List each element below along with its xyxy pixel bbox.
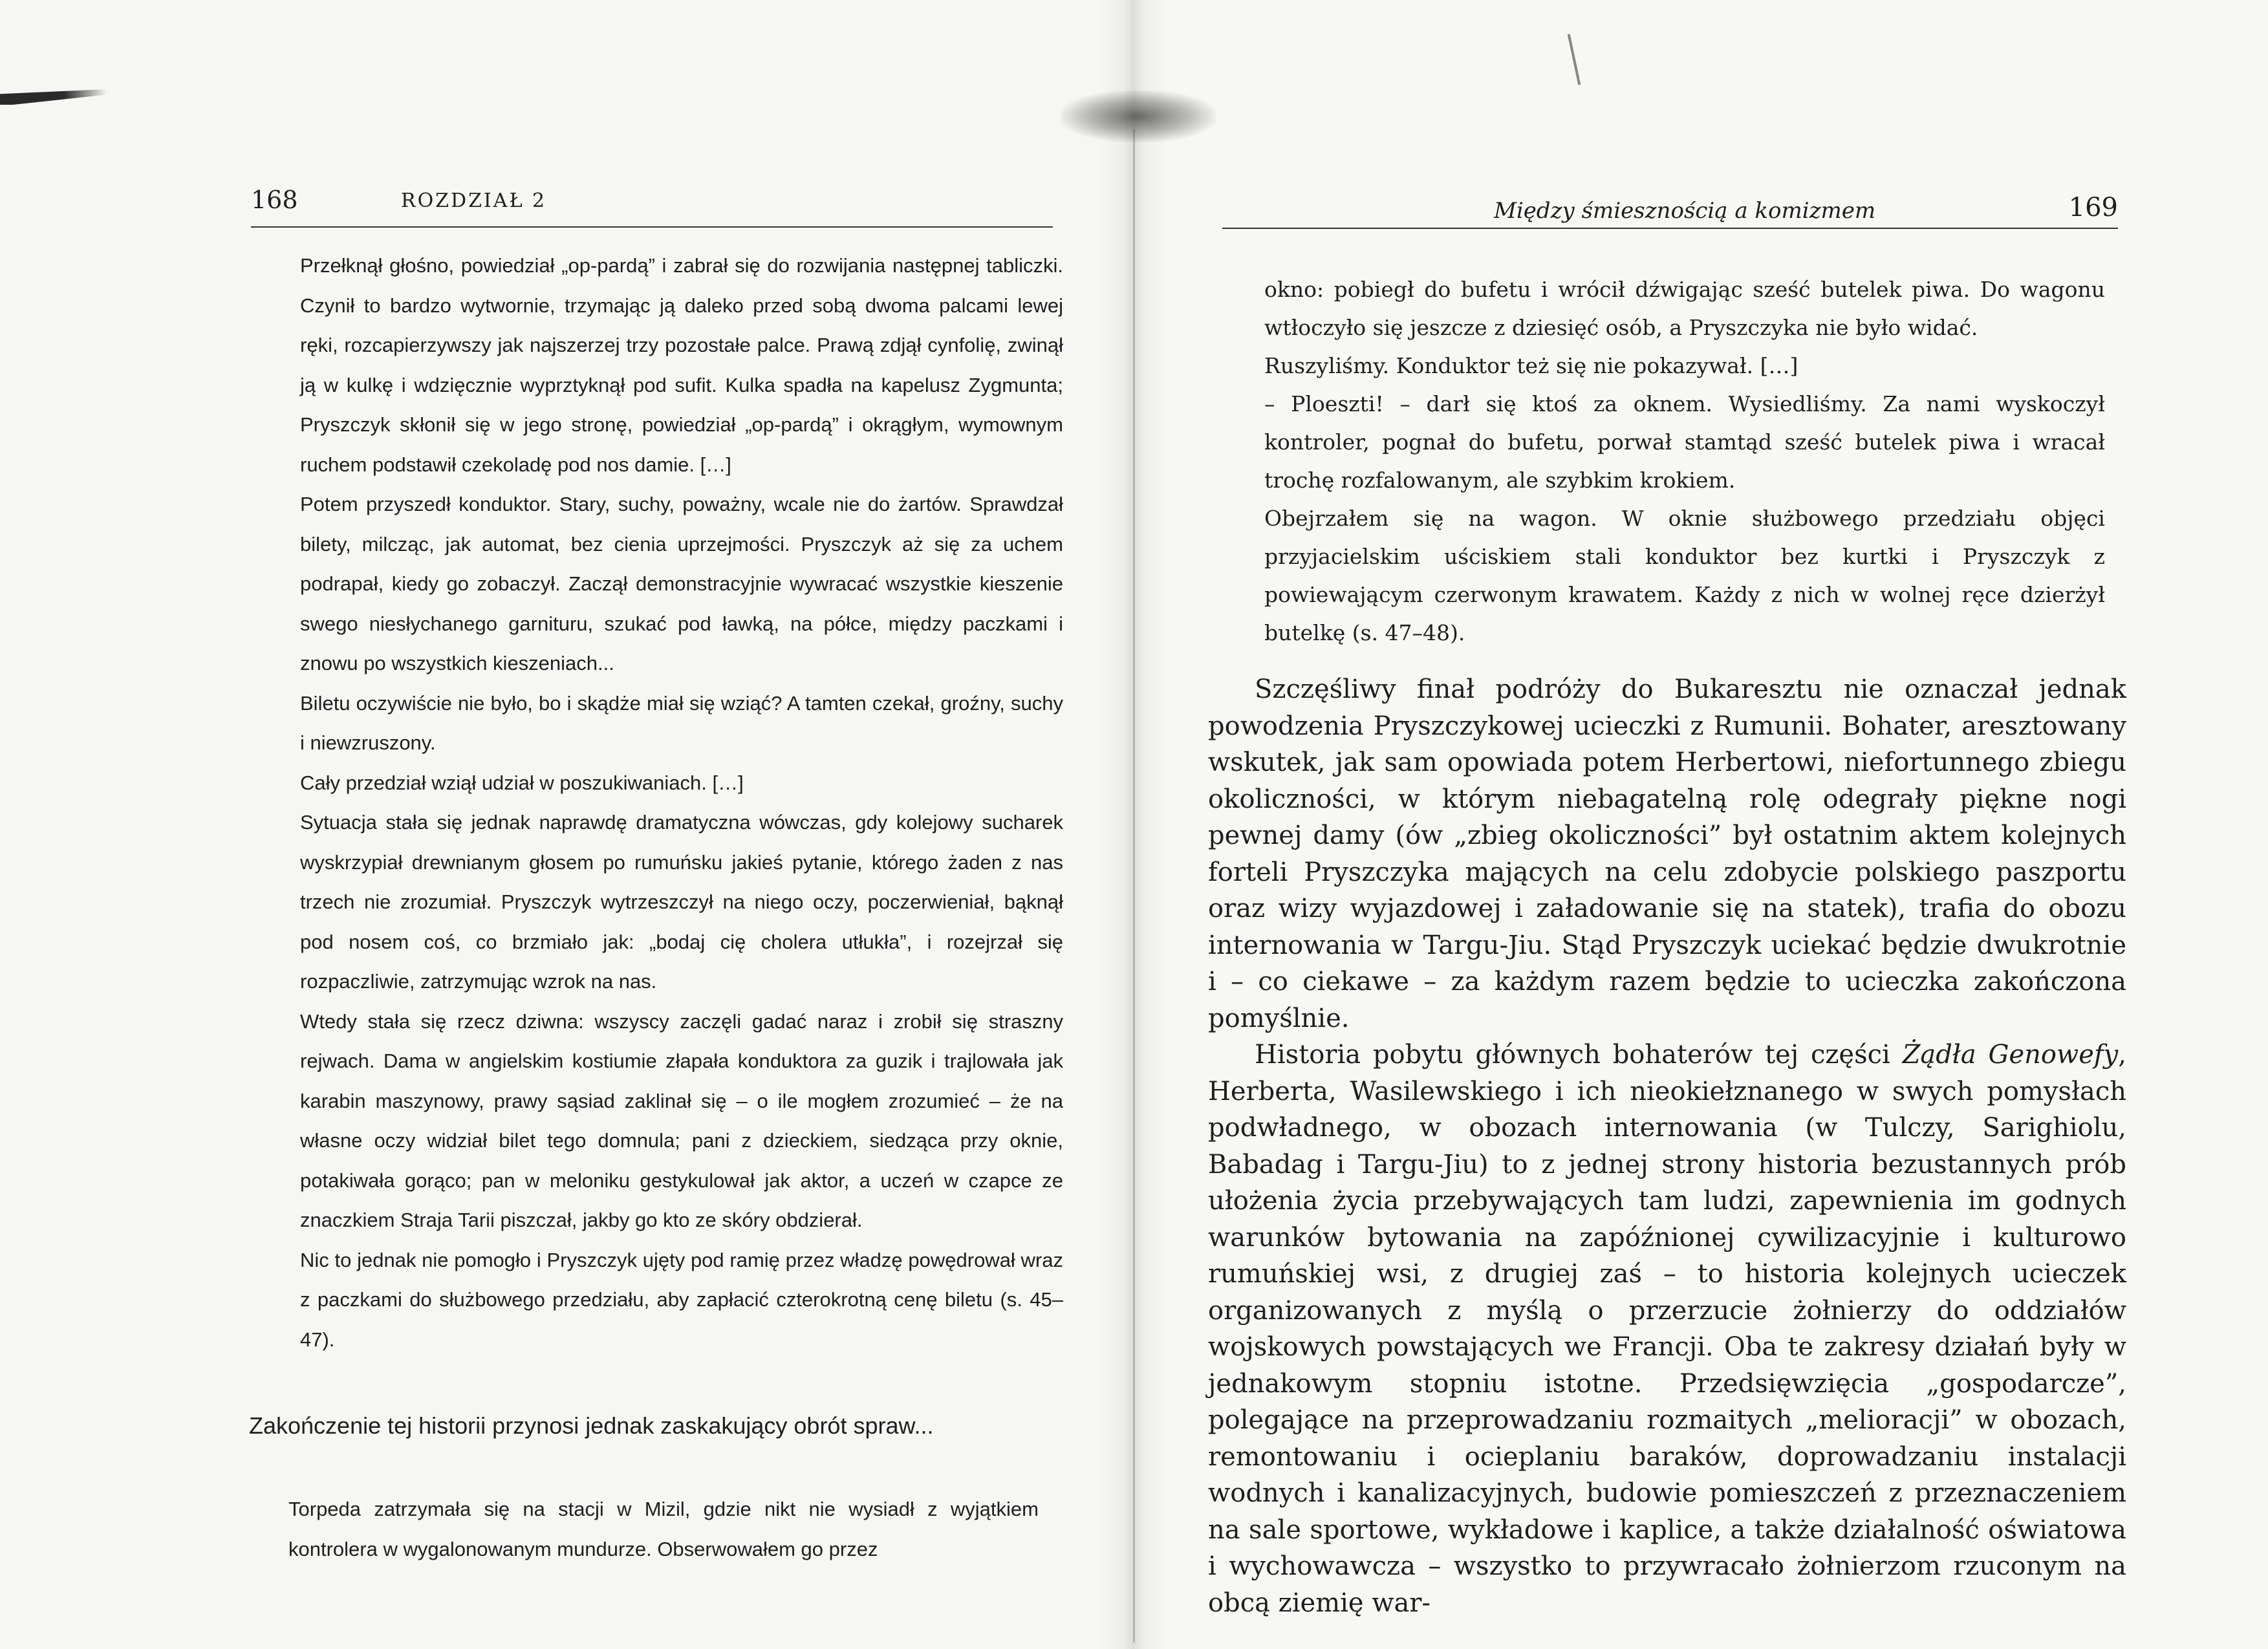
right-running-head: Między śmiesznością a komizmem — [1494, 198, 1876, 224]
right-body-text — [1208, 671, 2126, 1621]
right-block-quote — [1264, 270, 2105, 652]
body-text-run: , Herberta, Wasilewskiego i ich nieokiełznanego w swych pomysłach podwładnego, w obozach internowania (w Tulczy, Sarighiolu, Babadag i Targu-Jiu) to z jednej strony historia bezustannych prób ułożenia życia przebywających tam ludzi, zapewnienia im godnych warunków bytowania na zapóźnionej cywilizacyjnie i kulturowo rumuńskiej wsi, z drugiej zaś – to historia kolejnych ucieczek organizowanych z myślą o przerzucie żołnierzy do oddziałów wojskowych powstających we Francji. Oba te zakresy działań były w jednakowym stopniu istotne. Przedsięwzięcia „gospodarcze”, polegające na przeprowadzaniu rozmaitych „melioracji” w obozach, remontowaniu i ocieplaniu baraków, doprowadzaniu instalacji wodnych i kanalizacyjnych, budowie pomieszczeń z przeznaczeniem na sale sportowe, wykładowe i kaplice, a także działalność oświatowa i wychowawcza – wszystko to przywracało żołnierzom rzuconym na obcą ziemię war- — [1208, 1040, 2126, 1618]
quote-paragraph: Biletu oczywiście nie było, bo i skądże miał się wziąć? A tamten czekał, groźny, suchy i niewzruszony. — [300, 691, 1063, 754]
quote-paragraph: Obejrzałem się na wagon. W oknie służbowego przedziału objęci przyjacielskim uściskiem stali konduktor bez kurtki i Pryszczyk z powiewającym czerwonym krawatem. Każdy z nich w wolnej ręce dzierżył butelkę (s. 47–48). — [1264, 506, 2105, 645]
quote-paragraph: Ruszyliśmy. Konduktor też się nie pokazywał. […] — [1264, 353, 1798, 378]
right-page-number: 169 — [2068, 193, 2118, 222]
body-paragraph — [1208, 1037, 2126, 1621]
book-gutter — [1099, 0, 1171, 1649]
quote-paragraph: Przełknął głośno, powiedział „op-pardą” i zabrał się do rozwijania następnej tabliczki. Czynił to bardzo wytwornie, trzymając ją daleko przed sobą dwoma palcami lewej ręki, rozcapierzywszy jak najszerzej trzy pozostałe palce. Prawą zdjął cynfolię, zwinął ją w kulkę i wdzięcznie wyprztyknął pod sufit. Kulka spadła na kapelusz Zygmunta; Pryszczyk skłonił się w jego stronę, powiedział „op-pardą” i okrągłym, wymownym ruchem podstawił czekoladę pod nos damie. […] — [300, 254, 1063, 476]
quote-paragraph: Cały przedział wziął udział w poszukiwaniach. […] — [300, 771, 744, 794]
quote-paragraph: Torpeda zatrzymała się na stacji w Mizil, gdzie nikt nie wysiadł z wyjątkiem kontrolera w wygalonowanym mundurze. Obserwowałem go przez — [288, 1498, 1039, 1560]
quote-paragraph: Nic to jednak nie pomogło i Pryszczyk ujęty pod ramię przez władzę powędrował wraz z paczkami do służbowego przedziału, aby zapłacić czterokrotną cenę biletu (s. 45–47). — [300, 1248, 1063, 1351]
left-header-rule — [251, 226, 1053, 228]
book-title: Żądła Genowefy — [1902, 1040, 2119, 1070]
body-text-run: Historia pobytu głównych bohaterów tej części — [1255, 1040, 1903, 1070]
left-block-quote — [300, 246, 1063, 1359]
quote-paragraph: – Ploeszti! – darł się ktoś za oknem. Wysiedliśmy. Za nami wyskoczył kontroler, pognał do bufetu, porwał stamtąd sześć butelek piwa i wracał trochę rozfalowanym, ale szybkim krokiem. — [1264, 391, 2105, 493]
left-narrative — [249, 1410, 1109, 1442]
narrative-paragraph: Zakończenie tej historii przynosi jednak zaskakujący obrót spraw... — [249, 1412, 934, 1439]
quote-paragraph: okno: pobiegł do bufetu i wrócił dźwigając sześć butelek piwa. Do wagonu wtłoczyło się jeszcze z dziesięć osób, a Pryszczyka nie było widać. — [1264, 277, 2105, 340]
left-page-number: 168 — [251, 186, 298, 214]
left-running-head: ROZDZIAŁ 2 — [401, 189, 547, 212]
gutter-scan-shadow — [1061, 91, 1216, 142]
gutter-line — [1133, 129, 1135, 1643]
quote-paragraph: Sytuacja stała się jednak naprawdę dramatyczna wówczas, gdy kolejowy sucharek wyskrzypiał drewnianym głosem po rumuńsku jakieś pytanie, którego żaden z nas trzech nie zrozumiał. Pryszczyk wytrzeszczył na niego oczy, poczerwieniał, bąknął pod nosem coś, co brzmiało jak: „bodaj cię cholera utłukła”, i rozejrzał się rozpaczliwie, zatrzymując wzrok na nas. — [300, 811, 1063, 993]
quote-paragraph: Wtedy stała się rzecz dziwna: wszyscy zaczęli gadać naraz i zrobił się straszny rejwach. Dama w angielskim kostiumie złapała konduktora za guzik i trajlowała jak karabin maszynowy, prawy sąsiad zaklinał się – o ile mogłem zrozumieć – że na własne oczy widział bilet tego domnula; pani z dzieckiem, siedząca przy oknie, potakiwała gorąco; pan w meloniku gestykulował jak aktor, a uczeń w czapce ze znaczkiem Straja Tarii piszczał, jakby go kto ze skóry obdzierał. — [300, 1009, 1063, 1231]
left-block-quote-2 — [288, 1489, 1039, 1569]
quote-paragraph: Potem przyszedł konduktor. Stary, suchy, poważny, wcale nie do żartów. Sprawdzał bilety, milcząc, jak automat, bez cienia uprzejmości. Pryszczyk aż się za uchem podrapał, kiedy go zobaczył. Zaczął demonstracyjnie wywracać wszystkie kieszenie swego niesłychanego garnituru, szukać pod ławką, na półce, między paczkami i znowu po wszystkich kieszeniach... — [300, 493, 1063, 674]
body-paragraph: Szczęśliwy finał podróży do Bukaresztu nie oznaczał jednak powodzenia Pryszczykowej ucieczki z Rumunii. Bohater, aresztowany wskutek, jak sam opowiada potem Herbertowi, niefortunnego zbiegu okoliczności, w którym niebagatelną rolę odegrały piękne nogi pewnej damy (ów „zbieg okoliczności” był ostatnim aktem kolejnych forteli Pryszczyka mających na celu zdobycie polskiego paszportu oraz wizy wyjazdowej i załadowanie się na statek), trafia do obozu internowania w Targu-Jiu. Stąd Pryszczyk uciekać będzie dwukrotnie i – co ciekawe – za każdym razem będzie to ucieczka zakończona pomyślnie. — [1208, 674, 2126, 1033]
right-header-rule — [1222, 228, 2118, 229]
